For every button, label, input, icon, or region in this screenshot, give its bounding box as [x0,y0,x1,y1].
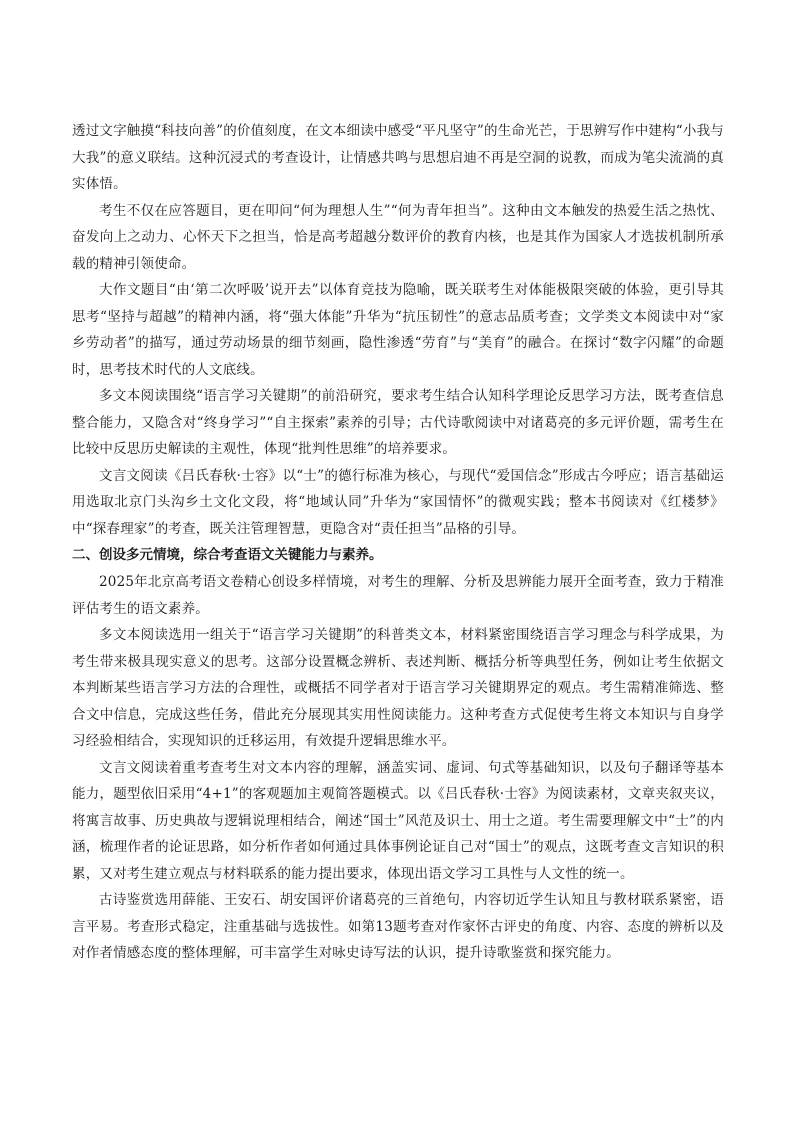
body-paragraph: 考生不仅在应答题目，更在叩问“何为理想人生”“何为青年担当”。这种由文本触发的热爱生活之热忱、奋发向上之动力、心怀天下之担当，恰是高考超越分数评价的教育内核，也是其作为国家人才选拔机制所承载的精神引领使命。 [72,202,724,272]
body-paragraph: 文言文阅读《吕氏春秋·士容》以“士”的德行标准为核心，与现代“爱国信念”形成古今呼应；语言基础运用选取北京门头沟乡土文化文段，将“地域认同”升华为“家国情怀”的微观实践；整本书阅读对《红楼梦》中“探春理家”的考查，既关注管理智慧，更隐含对“责任担当”品格的引导。 [72,467,724,537]
section-heading: 二、创设多元情境，综合考查语文关键能力与素养。 [72,547,383,563]
body-paragraph: 2025年北京高考语文卷精心创设多样情境，对考生的理解、分析及思辨能力展开全面考查，致力于精准评估考生的语文素养。 [72,574,724,617]
body-paragraph: 多文本阅读选用一组关于“语言学习关键期”的科普类文本，材料紧密围绕语言学习理念与科学成果，为考生带来极具现实意义的思考。这部分设置概念辨析、表述判断、概括分析等典型任务，例如让考生依据文本判断某些语言学习方法的合理性，或概括不同学者对于语言学习关键期界定的观点。考生需精准筛选、整合文中信息，完成这些任务，借此充分展现其实用性阅读能力。这种考查方式促使考生将文本知识与自身学习经验相结合，实现知识的迁移运用，有效提升逻辑思维水平。 [72,627,724,749]
body-paragraph: 大作文题目“由‘第二次呼吸’说开去”以体育竞技为隐喻，既关联考生对体能极限突破的体验，更引导其思考“坚持与超越”的精神内涵，将“强大体能”升华为“抗压韧性”的意志品质考查；文学类文本阅读中对“家乡劳动者”的描写，通过劳动场景的细节刻画，隐性渗透“劳育”与“美育”的融合。在探讨“数字闪耀”的命题时，思考技术时代的人文底线。 [72,282,724,378]
body-paragraph: 文言文阅读着重考查考生对文本内容的理解，涵盖实词、虚词、句式等基础知识，以及句子翻译等基本能力，题型依旧采用“4+1”的客观题加主观简答题模式。以《吕氏春秋·士容》为阅读素材，文章夹叙夹议，将寓言故事、历史典故与逻辑说理相结合，阐述“国士”风范及识士、用士之道。考生需要理解文中“士”的内涵，梳理作者的论证思路，如分析作者如何通过具体事例论证自己对“国士”的观点，这既考查文言知识的积累，又对考生建立观点与材料联系的能力提出要求，体现出语文学习工具性与人文性的统一。 [72,759,724,882]
body-paragraph: 透过文字触摸“科技向善”的价值刻度，在文本细读中感受“平凡坚守”的生命光芒，于思辨写作中建构“小我与大我”的意义联结。这种沉浸式的考查设计，让情感共鸣与思想启迪不再是空洞的说教，而成为笔尖流淌的真实体悟。 [72,123,725,192]
document-page [72,118,724,967]
body-paragraph: 多文本阅读围绕“语言学习关键期”的前沿研究，要求考生结合认知科学理论反思学习方法，既考查信息整合能力，又隐含对“终身学习”“自主探索”素养的引导；古代诗歌阅读中对诸葛亮的多元评价题，需考生在比较中反思历史解读的主观性，体现“批判性思维”的培养要求。 [72,388,724,457]
body-paragraph: 古诗鉴赏选用薛能、王安石、胡安国评价诸葛亮的三首绝句，内容切近学生认知且与教材联系紧密，语言平易。考查形式稳定，注重基础与选拔性。如第13题考查对作家怀古评史的角度、内容、态度的辨析以及对作者情感态度的整体理解，可丰富学生对咏史诗写法的认识，提升诗歌鉴赏和探究能力。 [72,892,724,961]
